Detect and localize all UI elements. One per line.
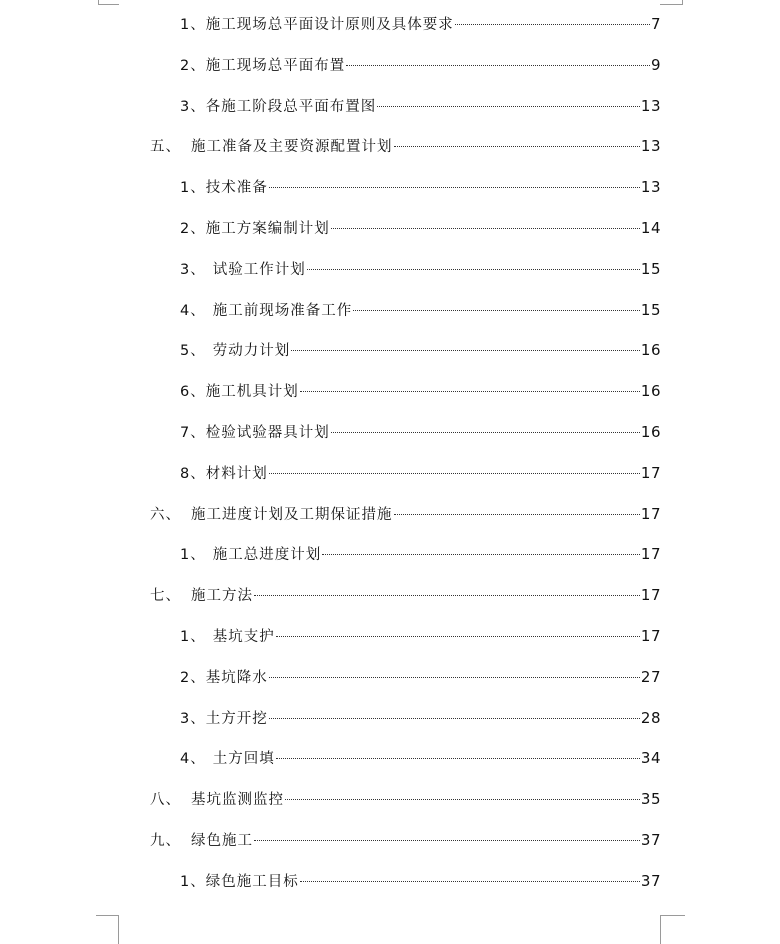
toc-dot-leader (276, 758, 640, 759)
toc-entry-title: 施工前现场准备工作 (212, 302, 353, 319)
toc-dot-leader (300, 391, 640, 392)
toc-page-number: 16 (640, 423, 661, 441)
toc-page-number: 35 (640, 790, 661, 809)
toc-section-entry[interactable] (180, 299, 661, 323)
toc-entry-number: 3、 (180, 98, 206, 115)
toc-entry-number: 1、 (180, 629, 206, 645)
toc-dot-leader (300, 881, 640, 882)
toc-section-entry[interactable] (180, 339, 661, 363)
toc-page-number: 17 (640, 504, 661, 523)
toc-section-entry[interactable] (180, 95, 661, 119)
toc-section-entry[interactable] (180, 217, 661, 241)
toc-section-entry[interactable] (180, 176, 661, 200)
toc-page-number: 13 (640, 96, 661, 115)
toc-entry-title: 各施工阶段总平面布置图 (205, 98, 377, 115)
toc-section-entry[interactable] (180, 462, 661, 486)
toc-page-number: 15 (640, 259, 661, 278)
toc-entry-title: 基坑降水 (205, 669, 268, 686)
crop-mark-top-right (660, 0, 683, 5)
toc-entry-title: 试验工作计划 (212, 261, 306, 278)
crop-mark-bottom-left (96, 915, 119, 944)
toc-entry-title: 检验试验器具计划 (205, 425, 330, 441)
toc-entry-title: 施工进度计划及工期保证措施 (191, 506, 393, 523)
toc-entry-number: 2、 (180, 221, 206, 237)
toc-entry-number: 五、 (150, 139, 181, 156)
toc-dot-leader (254, 595, 640, 596)
toc-dot-leader (377, 106, 640, 107)
toc-page-number: 17 (640, 463, 661, 482)
toc-entry-number: 1、 (180, 547, 206, 564)
toc-section-entry[interactable] (180, 380, 661, 404)
toc-chapter-entry[interactable] (150, 584, 661, 608)
toc-dot-leader (394, 146, 640, 147)
toc-entry-title: 施工现场总平面设计原则及具体要求 (205, 17, 454, 33)
toc-dot-leader (269, 473, 640, 474)
toc-dot-leader (269, 187, 640, 188)
toc-entry-number: 5、 (180, 343, 206, 360)
toc-dot-leader (455, 24, 650, 25)
toc-page-number: 34 (640, 749, 661, 768)
toc-entry-title: 劳动力计划 (212, 343, 291, 360)
toc-dot-leader (331, 228, 640, 229)
toc-dot-leader (346, 65, 650, 66)
toc-section-entry[interactable] (180, 421, 661, 445)
toc-entry-title: 绿色施工 (191, 833, 253, 849)
crop-mark-top-left (98, 0, 119, 5)
toc-dot-leader (307, 269, 640, 270)
toc-entry-number: 7、 (180, 425, 206, 441)
toc-entry-title: 基坑监测监控 (191, 792, 284, 809)
toc-section-entry[interactable] (180, 707, 661, 731)
toc-page-number: 14 (640, 219, 661, 237)
toc-dot-leader (291, 350, 640, 351)
toc-page-number: 17 (640, 586, 661, 605)
toc-entry-number: 七、 (150, 588, 181, 605)
toc-entry-number: 4、 (180, 302, 206, 319)
toc-section-entry[interactable] (180, 543, 661, 567)
toc-entry-number: 1、 (180, 873, 206, 890)
toc-entry-title: 施工现场总平面布置 (205, 57, 346, 74)
toc-entry-title: 施工总进度计划 (212, 547, 322, 564)
toc-page-number: 7 (650, 15, 661, 33)
toc-entry-title: 施工准备及主要资源配置计划 (191, 139, 393, 156)
toc-page-number: 17 (640, 627, 661, 645)
toc-entry-number: 3、 (180, 261, 206, 278)
toc-chapter-entry[interactable] (150, 788, 661, 812)
toc-dot-leader (322, 554, 640, 555)
toc-entry-title: 绿色施工目标 (205, 873, 299, 890)
toc-entry-title: 技术准备 (205, 180, 268, 197)
toc-chapter-entry[interactable] (150, 135, 661, 159)
toc-section-entry[interactable] (180, 747, 661, 771)
toc-section-entry[interactable] (180, 625, 661, 649)
toc-dot-leader (269, 677, 640, 678)
toc-entry-number: 3、 (180, 710, 206, 727)
toc-entry-title: 施工方案编制计划 (205, 221, 330, 237)
toc-entry-number: 1、 (180, 180, 206, 197)
toc-dot-leader (353, 310, 640, 311)
toc-entry-number: 4、 (180, 751, 206, 768)
toc-entry-title: 材料计划 (205, 465, 268, 482)
toc-entry-number: 六、 (150, 506, 181, 523)
toc-entry-number: 6、 (180, 384, 206, 401)
toc-page-number: 17 (640, 545, 661, 564)
toc-page-number: 27 (640, 667, 661, 686)
toc-page-number: 13 (640, 137, 661, 156)
toc-page-number: 9 (650, 55, 661, 74)
toc-entry-title: 土方开挖 (205, 710, 268, 727)
toc-dot-leader (285, 799, 640, 800)
toc-entry-title: 基坑支护 (212, 629, 275, 645)
toc-dot-leader (254, 840, 640, 841)
toc-page-number: 28 (640, 708, 661, 727)
toc-page-number: 37 (640, 871, 661, 890)
toc-page-number: 16 (640, 382, 661, 401)
toc-dot-leader (276, 636, 640, 637)
toc-section-entry[interactable] (180, 13, 661, 37)
toc-entry-title: 土方回填 (212, 751, 275, 768)
toc-entry-title: 施工方法 (191, 588, 253, 605)
toc-section-entry[interactable] (180, 54, 661, 78)
toc-chapter-entry[interactable] (150, 503, 661, 527)
toc-chapter-entry[interactable] (150, 829, 661, 853)
toc-entry-title: 施工机具计划 (205, 384, 299, 401)
toc-entry-number: 8、 (180, 465, 206, 482)
toc-entry-number: 九、 (150, 833, 181, 849)
crop-mark-bottom-right (660, 915, 685, 944)
toc-dot-leader (331, 432, 640, 433)
toc-section-entry[interactable] (180, 666, 661, 690)
toc-dot-leader (394, 514, 640, 515)
toc-page-number: 15 (640, 300, 661, 319)
toc-entry-number: 2、 (180, 669, 206, 686)
toc-page-number: 37 (640, 831, 661, 849)
toc-page-number: 16 (640, 341, 661, 360)
toc-entry-number: 八、 (150, 792, 181, 809)
toc-section-entry[interactable] (180, 258, 661, 282)
toc-entry-number: 2、 (180, 57, 206, 74)
toc-section-entry[interactable] (180, 870, 661, 894)
toc-page-number: 13 (640, 178, 661, 197)
toc-entry-number: 1、 (180, 17, 206, 33)
toc-dot-leader (269, 718, 640, 719)
